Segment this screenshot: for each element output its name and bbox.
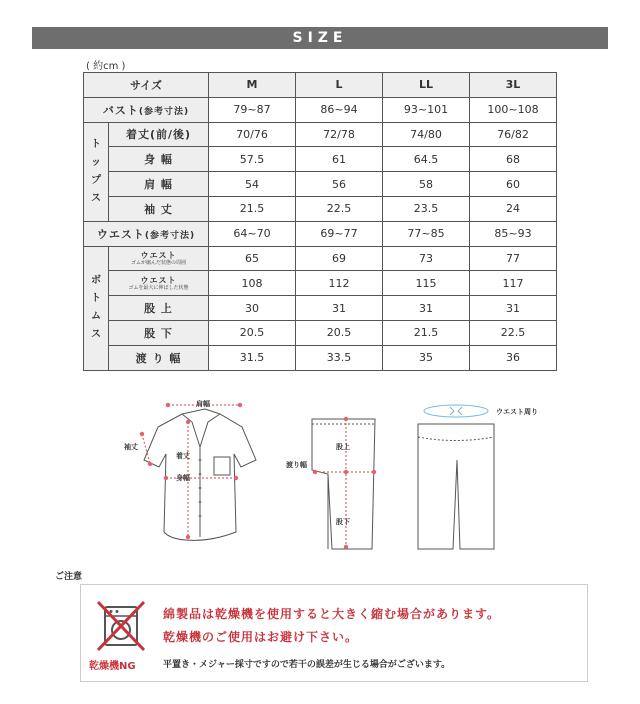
table-cell: 33.5 xyxy=(296,345,383,370)
table-cell: 21.5 xyxy=(209,196,296,221)
waist-value: 69~77 xyxy=(296,221,383,246)
table-cell: 30 xyxy=(209,296,296,321)
pants-measure-lines xyxy=(313,417,376,549)
bust-value: 79~87 xyxy=(209,97,296,122)
bottoms-label: 股 下 xyxy=(109,320,209,345)
tops-label: 着丈(前/後) xyxy=(109,122,209,147)
size-header-label: サイズ xyxy=(84,73,209,98)
caution-box xyxy=(80,584,588,682)
label-thigh: 渡り幅 xyxy=(286,461,307,469)
size-ll: LL xyxy=(383,73,470,98)
table-cell: 115 xyxy=(383,271,470,296)
waist-row xyxy=(84,221,557,246)
bottoms-row-rise xyxy=(84,296,557,321)
bust-value: 86~94 xyxy=(296,97,383,122)
waist-value: 77~85 xyxy=(383,221,470,246)
bust-value: 93~101 xyxy=(383,97,470,122)
table-cell: 65 xyxy=(209,246,296,271)
tops-group-label: ト ッ プ ス xyxy=(84,122,109,221)
table-cell: 23.5 xyxy=(383,196,470,221)
table-cell: 61 xyxy=(296,147,383,172)
table-cell: 58 xyxy=(383,172,470,197)
tops-row-length xyxy=(84,122,557,147)
table-cell: 21.5 xyxy=(383,320,470,345)
table-cell: 60 xyxy=(470,172,557,197)
table-cell: 70/76 xyxy=(209,122,296,147)
table-cell: 74/80 xyxy=(383,122,470,147)
bust-label: バスト(参考寸法) xyxy=(84,97,209,122)
measurement-diagram xyxy=(110,392,560,562)
label-sleeve: 袖丈 xyxy=(124,443,138,451)
table-cell: 64.5 xyxy=(383,147,470,172)
waist-value: 85~93 xyxy=(470,221,557,246)
table-cell: 72/78 xyxy=(296,122,383,147)
bust-value: 100~108 xyxy=(470,97,557,122)
waist-around-indicator xyxy=(424,405,488,417)
size-3l: 3L xyxy=(470,73,557,98)
table-cell: 31 xyxy=(383,296,470,321)
table-cell: 56 xyxy=(296,172,383,197)
table-cell: 35 xyxy=(383,345,470,370)
size-banner: SIZE xyxy=(32,27,608,49)
table-cell: 22.5 xyxy=(296,196,383,221)
tops-row-sleeve xyxy=(84,196,557,221)
table-cell: 31 xyxy=(296,296,383,321)
pants-side-illustration xyxy=(312,419,375,549)
bottoms-group-label: ボ ト ム ス xyxy=(84,246,109,370)
waist-value: 64~70 xyxy=(209,221,296,246)
label-inseam: 股下 xyxy=(336,518,350,526)
table-cell: 20.5 xyxy=(209,320,296,345)
tops-row-body xyxy=(84,147,557,172)
header-row xyxy=(84,73,557,98)
tops-label: 肩 幅 xyxy=(109,172,209,197)
bottoms-row-thigh xyxy=(84,345,557,370)
label-body: 身幅 xyxy=(176,474,190,482)
table-cell: 24 xyxy=(470,196,557,221)
caution-line-1: 綿製品は乾燥機を使用すると大きく縮む場合があります。 xyxy=(163,607,501,621)
caution-line-2: 乾燥機のご使用はお避け下さい。 xyxy=(163,630,359,644)
size-m: M xyxy=(209,73,296,98)
table-cell: 76/82 xyxy=(470,122,557,147)
table-cell: 36 xyxy=(470,345,557,370)
bottoms-row-waist-stretched xyxy=(84,271,557,296)
tops-label: 身 幅 xyxy=(109,147,209,172)
tops-row-shoulder xyxy=(84,172,557,197)
waist-label: ウエスト(参考寸法) xyxy=(84,221,209,246)
pants-front-illustration xyxy=(418,424,494,549)
size-table xyxy=(83,72,557,371)
unit-note: ( 約cm ) xyxy=(86,61,126,72)
size-l: L xyxy=(296,73,383,98)
caution-title: ご注意 xyxy=(55,572,83,582)
table-cell: 108 xyxy=(209,271,296,296)
table-cell: 73 xyxy=(383,246,470,271)
table-cell: 54 xyxy=(209,172,296,197)
table-cell: 69 xyxy=(296,246,383,271)
dryer-ng-label: 乾燥機NG xyxy=(89,661,136,672)
label-rise: 股上 xyxy=(336,443,350,451)
bottoms-label: 渡 り 幅 xyxy=(109,345,209,370)
table-cell: 112 xyxy=(296,271,383,296)
caution-line-3: 平置き・メジャー採寸ですので若干の誤差が生じる場合がございます。 xyxy=(163,660,451,670)
bottoms-row-inseam xyxy=(84,320,557,345)
bottoms-label: ウエスト ゴムを最大に伸ばした状態 xyxy=(109,271,209,296)
bottoms-label: 股 上 xyxy=(109,296,209,321)
label-waist-around: ウエスト周り xyxy=(496,408,538,416)
table-cell: 31.5 xyxy=(209,345,296,370)
table-cell: 68 xyxy=(470,147,557,172)
dryer-ng-icon xyxy=(95,599,147,653)
bottoms-row-waist-relaxed xyxy=(84,246,557,271)
shirt-measure-lines xyxy=(140,403,242,539)
label-length: 着丈 xyxy=(176,452,190,460)
table-cell: 31 xyxy=(470,296,557,321)
bottoms-label: ウエスト ゴムが縮んだ状態の周囲 xyxy=(109,246,209,271)
table-cell: 20.5 xyxy=(296,320,383,345)
table-cell: 117 xyxy=(470,271,557,296)
table-cell: 77 xyxy=(470,246,557,271)
label-shoulder: 肩幅 xyxy=(196,400,210,408)
tops-label: 袖 丈 xyxy=(109,196,209,221)
table-cell: 57.5 xyxy=(209,147,296,172)
table-cell: 22.5 xyxy=(470,320,557,345)
bust-row xyxy=(84,97,557,122)
